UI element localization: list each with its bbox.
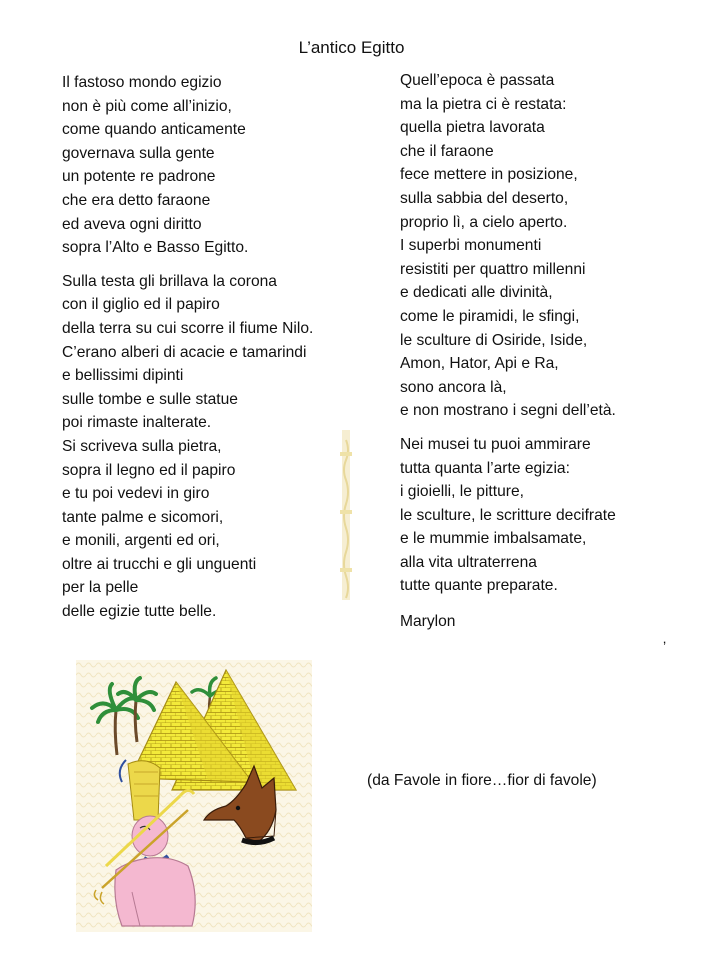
source-credit: (da Favole in fiore…fior di favole) [367,772,597,789]
poem-line: e bellissimi dipinti [62,367,184,385]
poem-line: sulle tombe e sulle statue [62,390,238,408]
stanza [62,270,372,624]
poem-line: della terra su cui scorre il fiume Nilo. [62,319,314,337]
poem-line: come le piramidi, le sfingi, [400,307,580,325]
poem-line: le sculture, le scritture decifrate [400,506,616,524]
poem-line: oltre ai trucchi e gli unguenti [62,555,257,573]
poem-line: governava sulla gente [62,144,215,162]
poem-line: con il giglio ed il papiro [62,296,220,314]
poem-line: sulla sabbia del deserto, [400,189,569,207]
poem-line: C’erano alberi di acacie e tamarindi [62,343,307,361]
poem-line: non è più come all’inizio, [62,97,232,115]
poem-line: i gioielli, le pitture, [400,483,524,501]
poem-line: ed aveva ogni diritto [62,215,202,233]
poem-line: poi rimaste inalterate. [62,414,212,432]
poem-line: tante palme e sicomori, [62,508,224,526]
poem-line: che era detto faraone [62,191,211,209]
poem-line: Sulla testa gli brillava la corona [62,272,277,290]
poem-line: alla vita ultraterrena [400,553,537,571]
poem-line: sono ancora là, [400,378,507,396]
poem-line: e non mostrano i segni dell’età. [400,402,616,420]
right-stanzas [400,69,690,598]
stanza [400,433,690,598]
poem-line: Nei musei tu puoi ammirare [400,435,591,453]
decorative-strip [334,430,358,600]
poem-line: e tu poi vedevi in giro [62,485,210,503]
poem-line: fece mettere in posizione, [400,166,578,184]
poem-line: resistiti per quattro millenni [400,260,586,278]
poem-line: I superbi monumenti [400,237,542,255]
stanza [400,69,690,423]
poem-right-column [400,69,690,634]
poem-line: e le mummie imbalsamate, [400,530,587,548]
stray-mark: ‚ [663,630,667,646]
poem-title: L’antico Egitto [298,38,405,57]
poem-line: tutta quanta l’arte egizia: [400,459,570,477]
poem-line: le sculture di Osiride, Iside, [400,331,588,349]
poem-author: Marylon [400,613,456,631]
poem-line: Si scriveva sulla pietra, [62,437,222,455]
poem-line: Amon, Hator, Api e Ra, [400,355,559,373]
poem-line: ma la pietra ci è restata: [400,95,567,113]
poem-line: e monili, argenti ed ori, [62,532,220,550]
poem-line: che il faraone [400,142,494,160]
poem-left-column [62,71,372,634]
stanza [62,71,372,260]
poem-line: tutte quante preparate. [400,577,558,595]
poem-line: come quando anticamente [62,121,246,139]
poem-line: proprio lì, a cielo aperto. [400,213,568,231]
poem-line: un potente re padrone [62,168,216,186]
poem-line: quella pietra lavorata [400,119,545,137]
poem-line: per la pelle [62,579,139,597]
poem-line: e dedicati alle divinità, [400,284,553,302]
poem-line: sopra il legno ed il papiro [62,461,236,479]
poem-line: delle egizie tutte belle. [62,603,217,621]
egypt-illustration [76,660,312,932]
poem-line: Quell’epoca è passata [400,72,555,89]
poem-line: Il fastoso mondo egizio [62,74,222,91]
poem-line: sopra l’Alto e Basso Egitto. [62,239,249,257]
